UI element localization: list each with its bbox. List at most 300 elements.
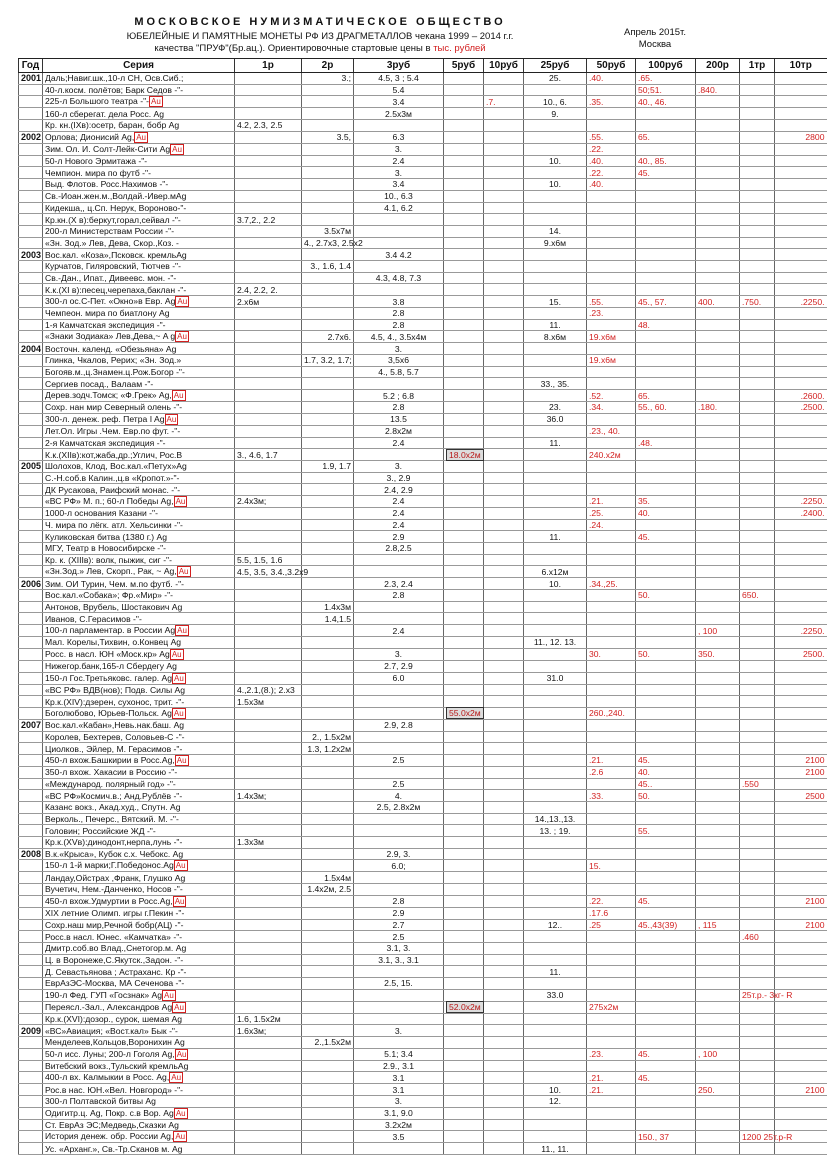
price-value: 19.х6м bbox=[589, 355, 616, 366]
price-value: 3.7,2., 2.2 bbox=[237, 214, 276, 225]
series-cell bbox=[43, 919, 235, 931]
price-cell bbox=[235, 390, 302, 402]
price-value: 5.2 ; 6.8 bbox=[382, 390, 415, 401]
price-cell bbox=[587, 437, 636, 449]
price-cell bbox=[302, 884, 354, 896]
price-cell bbox=[235, 402, 302, 414]
year-cell bbox=[19, 531, 43, 543]
price-cell bbox=[740, 402, 775, 414]
price-cell bbox=[740, 637, 775, 649]
price-cell bbox=[444, 966, 484, 978]
price-cell bbox=[740, 907, 775, 919]
price-cell bbox=[587, 601, 636, 613]
price-cell bbox=[444, 848, 484, 860]
price-cell bbox=[302, 860, 354, 872]
price-value: .25. bbox=[589, 508, 604, 519]
price-value: 33., 35. bbox=[540, 378, 570, 389]
price-cell bbox=[524, 155, 587, 167]
price-value: 3. bbox=[394, 167, 403, 178]
price-value: 48. bbox=[638, 320, 650, 331]
price-value: 2100 bbox=[805, 755, 825, 766]
series-name: 150-л Гос.Третьяковс. галер. Ag bbox=[45, 672, 173, 683]
series-name: Богояв.м.,ц.Знамен.ц.Рож.Богор -"- bbox=[45, 367, 185, 378]
price-value: .55. bbox=[589, 132, 604, 143]
price-cell bbox=[444, 402, 484, 414]
price-cell bbox=[484, 872, 524, 884]
price-cell bbox=[636, 566, 696, 578]
series-cell bbox=[43, 1001, 235, 1013]
price-cell bbox=[524, 237, 587, 249]
series-name: С.-Н.соб.в Калин.,ц.в «Кропот.»-"- bbox=[45, 472, 180, 483]
price-cell bbox=[354, 131, 444, 143]
price-cell bbox=[235, 1048, 302, 1060]
price-cell bbox=[484, 531, 524, 543]
series-name: Одигитр.ц. Ag, Покр. с.в Вор. Ag bbox=[45, 1107, 174, 1118]
price-cell bbox=[444, 872, 484, 884]
price-cell bbox=[484, 484, 524, 496]
series-cell bbox=[43, 766, 235, 778]
price-cell bbox=[235, 754, 302, 766]
price-cell bbox=[696, 460, 740, 472]
year-cell bbox=[19, 860, 43, 872]
price-value: 2.х6м bbox=[237, 296, 260, 307]
price-cell bbox=[302, 167, 354, 179]
price-cell bbox=[587, 790, 636, 802]
price-cell bbox=[696, 402, 740, 414]
price-cell bbox=[302, 813, 354, 825]
price-cell bbox=[636, 1060, 696, 1072]
series-name: Вучетич, Нем.-Данченко, Носов -"- bbox=[45, 884, 183, 895]
price-cell bbox=[354, 167, 444, 179]
price-cell bbox=[444, 437, 484, 449]
price-cell bbox=[302, 378, 354, 390]
series-cell bbox=[43, 966, 235, 978]
table-row bbox=[19, 919, 827, 931]
price-cell bbox=[484, 413, 524, 425]
table-row bbox=[19, 260, 827, 272]
year-cell: 2004 bbox=[19, 343, 43, 355]
price-cell bbox=[587, 449, 636, 461]
price-cell bbox=[484, 155, 524, 167]
price-cell bbox=[775, 167, 827, 179]
series-name: Чемпион. мира по футб -"- bbox=[45, 167, 151, 178]
price-cell bbox=[587, 1037, 636, 1049]
price-cell bbox=[636, 637, 696, 649]
price-cell bbox=[696, 484, 740, 496]
price-cell bbox=[740, 507, 775, 519]
price-cell bbox=[302, 1025, 354, 1037]
price-cell bbox=[740, 284, 775, 296]
price-cell bbox=[302, 272, 354, 284]
price-cell bbox=[740, 743, 775, 755]
price-cell bbox=[696, 813, 740, 825]
price-cell bbox=[354, 73, 444, 85]
price-cell bbox=[444, 766, 484, 778]
price-cell bbox=[444, 989, 484, 1001]
year-cell bbox=[19, 895, 43, 907]
price-cell bbox=[354, 143, 444, 155]
price-cell bbox=[444, 296, 484, 308]
price-cell bbox=[587, 766, 636, 778]
price-cell bbox=[354, 931, 444, 943]
price-cell bbox=[302, 1143, 354, 1155]
series-name: Зим. ОИ Турин, Чем. м.по футб. -"- bbox=[45, 578, 184, 589]
column-header: 25руб bbox=[524, 59, 587, 73]
table-row bbox=[19, 613, 827, 625]
price-value: 4.3, 4.8, 7.3 bbox=[375, 272, 422, 283]
price-cell bbox=[524, 413, 587, 425]
price-cell bbox=[235, 790, 302, 802]
price-cell bbox=[636, 531, 696, 543]
price-cell bbox=[484, 437, 524, 449]
price-cell bbox=[484, 449, 524, 461]
price-cell bbox=[636, 390, 696, 402]
price-cell bbox=[484, 237, 524, 249]
series-name: Кр.кн.(Х в):беркут,горал,сейвал -"- bbox=[45, 214, 181, 225]
price-cell bbox=[524, 73, 587, 85]
price-cell bbox=[235, 484, 302, 496]
column-header: 10руб bbox=[484, 59, 524, 73]
price-cell bbox=[235, 1037, 302, 1049]
series-cell bbox=[43, 225, 235, 237]
price-cell bbox=[484, 519, 524, 531]
price-cell bbox=[354, 613, 444, 625]
price-cell bbox=[444, 1037, 484, 1049]
price-cell bbox=[444, 942, 484, 954]
price-cell bbox=[354, 802, 444, 814]
price-cell bbox=[354, 766, 444, 778]
price-cell bbox=[235, 660, 302, 672]
year-cell: 2008 bbox=[19, 848, 43, 860]
price-cell bbox=[775, 237, 827, 249]
price-value: .2250. bbox=[800, 625, 825, 636]
price-value: 45. bbox=[638, 755, 650, 766]
price-cell bbox=[696, 1131, 740, 1143]
price-value: .22. bbox=[589, 896, 604, 907]
year-cell bbox=[19, 96, 43, 108]
table-row bbox=[19, 554, 827, 566]
price-cell bbox=[235, 977, 302, 989]
price-cell bbox=[484, 895, 524, 907]
price-cell bbox=[740, 1037, 775, 1049]
price-cell bbox=[235, 378, 302, 390]
series-cell bbox=[43, 519, 235, 531]
series-cell bbox=[43, 131, 235, 143]
price-cell bbox=[302, 942, 354, 954]
price-value: .750. bbox=[742, 296, 762, 307]
year-cell bbox=[19, 331, 43, 343]
price-value: 2.5, 15. bbox=[384, 978, 413, 989]
price-cell bbox=[524, 1013, 587, 1025]
year-cell bbox=[19, 355, 43, 367]
price-cell bbox=[354, 331, 444, 343]
price-value: 2.4 bbox=[392, 156, 405, 167]
price-value: 11. bbox=[549, 531, 561, 542]
price-cell bbox=[636, 590, 696, 602]
price-cell bbox=[696, 613, 740, 625]
price-cell bbox=[444, 696, 484, 708]
price-cell bbox=[444, 179, 484, 191]
table-row bbox=[19, 719, 827, 731]
price-cell bbox=[587, 284, 636, 296]
series-name: «Зн.Зод.» Лев, Скорп., Рак, ~ Ag, bbox=[45, 566, 177, 577]
price-cell bbox=[587, 942, 636, 954]
price-cell bbox=[354, 437, 444, 449]
price-value: 3.1 bbox=[392, 1084, 405, 1095]
table-row bbox=[19, 143, 827, 155]
price-cell bbox=[740, 96, 775, 108]
price-cell bbox=[587, 190, 636, 202]
gold-marker: Au bbox=[166, 414, 177, 424]
price-cell bbox=[696, 249, 740, 261]
price-cell bbox=[775, 895, 827, 907]
table-row bbox=[19, 1001, 827, 1013]
price-cell bbox=[484, 590, 524, 602]
price-cell bbox=[444, 1025, 484, 1037]
price-cell bbox=[302, 1131, 354, 1143]
table-row bbox=[19, 355, 827, 367]
price-cell bbox=[302, 954, 354, 966]
table-row bbox=[19, 1107, 827, 1119]
series-name: Королев, Бехтерев, Соловьев-С -"- bbox=[45, 731, 185, 742]
price-cell bbox=[302, 495, 354, 507]
price-cell bbox=[740, 684, 775, 696]
price-cell bbox=[587, 73, 636, 85]
series-name: 190-л Фед. ГУП «Госзнак» Ag bbox=[45, 989, 163, 1000]
price-cell bbox=[636, 919, 696, 931]
price-cell bbox=[524, 907, 587, 919]
price-cell bbox=[587, 413, 636, 425]
price-cell bbox=[302, 931, 354, 943]
price-cell bbox=[444, 331, 484, 343]
year-cell bbox=[19, 437, 43, 449]
price-cell bbox=[775, 296, 827, 308]
price-value: 3.5, bbox=[336, 132, 351, 143]
series-cell bbox=[43, 472, 235, 484]
year-cell: 2007 bbox=[19, 719, 43, 731]
price-value: 2.9., 3.1 bbox=[382, 1061, 415, 1072]
price-value: 45.,43(39) bbox=[638, 919, 678, 930]
price-cell bbox=[587, 966, 636, 978]
price-cell bbox=[235, 543, 302, 555]
price-cell bbox=[636, 825, 696, 837]
price-cell bbox=[740, 484, 775, 496]
price-cell bbox=[775, 566, 827, 578]
price-cell bbox=[235, 131, 302, 143]
year-cell bbox=[19, 1107, 43, 1119]
series-cell bbox=[43, 425, 235, 437]
year-cell: 2002 bbox=[19, 131, 43, 143]
price-cell bbox=[775, 825, 827, 837]
table-row bbox=[19, 460, 827, 472]
price-cell bbox=[775, 1107, 827, 1119]
gold-marker: Au bbox=[174, 673, 184, 683]
price-cell bbox=[636, 895, 696, 907]
series-name: МГУ, Театр в Новосибирске -"- bbox=[45, 543, 167, 554]
price-cell bbox=[740, 84, 775, 96]
price-value: 11., 12. 13. bbox=[533, 637, 577, 648]
price-cell bbox=[696, 73, 740, 85]
price-cell bbox=[235, 802, 302, 814]
price-cell bbox=[302, 1096, 354, 1108]
price-cell bbox=[484, 601, 524, 613]
price-cell bbox=[636, 155, 696, 167]
year-cell bbox=[19, 1060, 43, 1072]
price-cell bbox=[636, 284, 696, 296]
price-value: 2.8 bbox=[392, 896, 405, 907]
price-cell bbox=[484, 625, 524, 637]
series-cell bbox=[43, 202, 235, 214]
price-value: .65. bbox=[638, 73, 653, 84]
price-cell bbox=[444, 637, 484, 649]
price-cell bbox=[354, 343, 444, 355]
price-cell bbox=[775, 578, 827, 590]
series-name: «ВС»Авиация; «Вост.кал» Бык -"- bbox=[45, 1025, 178, 1036]
price-cell bbox=[235, 284, 302, 296]
price-value: 45. bbox=[638, 1049, 650, 1060]
price-cell bbox=[354, 648, 444, 660]
price-value: 11. bbox=[549, 966, 561, 977]
price-cell bbox=[302, 284, 354, 296]
price-cell bbox=[444, 390, 484, 402]
price-cell bbox=[302, 743, 354, 755]
year-cell: 2001 bbox=[19, 73, 43, 85]
price-value: 2.8 bbox=[392, 402, 405, 413]
price-cell bbox=[484, 355, 524, 367]
series-name: 300-л. денеж. реф. Петра I Ag bbox=[45, 413, 165, 424]
price-cell bbox=[775, 802, 827, 814]
series-cell bbox=[43, 684, 235, 696]
coin-price-table bbox=[18, 58, 827, 1155]
price-cell bbox=[587, 1131, 636, 1143]
price-cell bbox=[302, 766, 354, 778]
price-cell bbox=[524, 754, 587, 766]
series-cell bbox=[43, 237, 235, 249]
table-row bbox=[19, 413, 827, 425]
table-row bbox=[19, 167, 827, 179]
price-cell bbox=[444, 895, 484, 907]
price-value: 1.6, 1.5х2м bbox=[237, 1013, 281, 1024]
price-cell bbox=[524, 284, 587, 296]
price-cell bbox=[484, 73, 524, 85]
price-value: 9.х6м bbox=[543, 237, 567, 248]
year-cell bbox=[19, 754, 43, 766]
price-cell bbox=[444, 837, 484, 849]
price-value: .33. bbox=[589, 790, 604, 801]
price-cell bbox=[775, 884, 827, 896]
price-value: 40. bbox=[638, 508, 650, 519]
price-cell bbox=[696, 225, 740, 237]
price-cell bbox=[444, 625, 484, 637]
column-header: 1тр bbox=[740, 59, 775, 73]
price-cell bbox=[740, 366, 775, 378]
price-cell bbox=[740, 449, 775, 461]
series-cell bbox=[43, 143, 235, 155]
series-cell bbox=[43, 1013, 235, 1025]
price-cell bbox=[524, 1107, 587, 1119]
price-cell bbox=[636, 495, 696, 507]
series-cell bbox=[43, 249, 235, 261]
price-value: 55.0х2м bbox=[446, 707, 484, 719]
price-cell bbox=[444, 566, 484, 578]
price-cell bbox=[484, 1048, 524, 1060]
price-cell bbox=[740, 696, 775, 708]
price-value: 2800 bbox=[805, 132, 825, 143]
series-name: Сохр. нан мир Северный олень -"- bbox=[45, 402, 183, 413]
year-cell bbox=[19, 1072, 43, 1084]
price-cell bbox=[587, 907, 636, 919]
series-name: 300-л Полтавской битвы Ag bbox=[45, 1096, 156, 1107]
price-cell bbox=[587, 648, 636, 660]
year-cell bbox=[19, 495, 43, 507]
price-cell bbox=[444, 1084, 484, 1096]
table-row bbox=[19, 1084, 827, 1096]
price-cell bbox=[235, 319, 302, 331]
series-name: Шолохов, Клод, Вос.кал.«Петух»Ag bbox=[45, 461, 187, 472]
price-cell bbox=[587, 390, 636, 402]
price-cell bbox=[235, 848, 302, 860]
gold-marker: Au bbox=[171, 1073, 182, 1083]
price-cell bbox=[636, 272, 696, 284]
price-value: 1.4х3м; bbox=[237, 790, 267, 801]
series-cell bbox=[43, 754, 235, 766]
price-cell bbox=[740, 1143, 775, 1155]
price-cell bbox=[636, 308, 696, 320]
price-cell bbox=[484, 790, 524, 802]
price-cell bbox=[302, 143, 354, 155]
year-cell bbox=[19, 167, 43, 179]
price-cell bbox=[444, 590, 484, 602]
price-cell bbox=[775, 260, 827, 272]
year-cell bbox=[19, 1048, 43, 1060]
price-cell bbox=[235, 519, 302, 531]
year-cell bbox=[19, 507, 43, 519]
series-cell bbox=[43, 84, 235, 96]
gold-marker: Au bbox=[178, 567, 189, 577]
price-cell bbox=[524, 308, 587, 320]
price-cell bbox=[354, 237, 444, 249]
price-cell bbox=[235, 1072, 302, 1084]
price-cell bbox=[524, 495, 587, 507]
price-cell bbox=[235, 460, 302, 472]
price-value: 4., 2.7х3, 2.5х2 bbox=[304, 237, 363, 248]
price-cell bbox=[775, 684, 827, 696]
price-cell bbox=[696, 1096, 740, 1108]
price-cell bbox=[636, 179, 696, 191]
column-header: 10тр bbox=[775, 59, 827, 73]
price-cell bbox=[775, 120, 827, 132]
price-cell bbox=[484, 108, 524, 120]
price-value: .17.6 bbox=[589, 908, 609, 919]
series-cell bbox=[43, 977, 235, 989]
year-cell bbox=[19, 778, 43, 790]
series-cell bbox=[43, 179, 235, 191]
price-cell bbox=[740, 731, 775, 743]
series-cell bbox=[43, 484, 235, 496]
price-cell bbox=[302, 237, 363, 249]
price-cell bbox=[524, 1060, 587, 1072]
series-name: Витебский вокз.,Тульский кремльAg bbox=[45, 1061, 189, 1072]
price-cell bbox=[524, 566, 587, 578]
price-cell bbox=[235, 308, 302, 320]
price-cell bbox=[740, 766, 775, 778]
year-cell bbox=[19, 825, 43, 837]
price-cell bbox=[587, 343, 636, 355]
price-cell bbox=[444, 214, 484, 226]
series-cell bbox=[43, 284, 235, 296]
year-cell bbox=[19, 554, 43, 566]
price-cell bbox=[696, 472, 740, 484]
